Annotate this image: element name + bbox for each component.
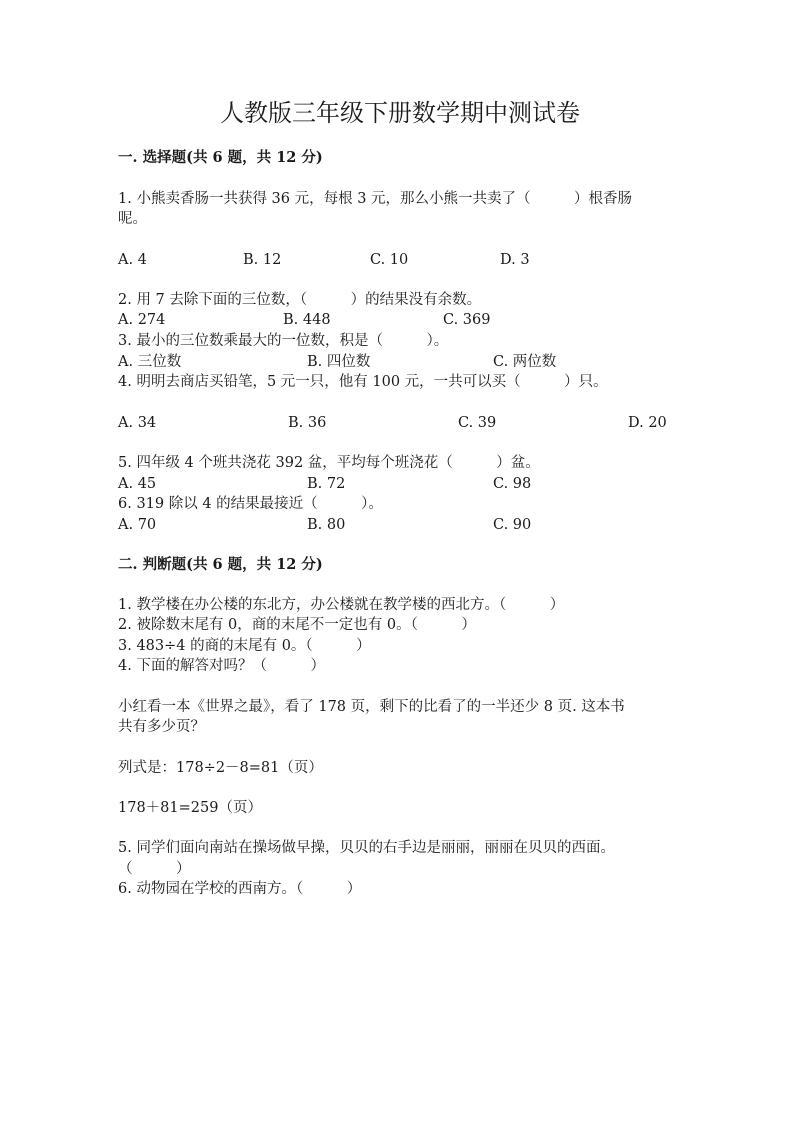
judgment-1: 1. 教学楼在办公楼的东北方，办公楼就在教学楼的西北方。（ ） bbox=[118, 597, 565, 613]
judgment-3: 3. 483÷4 的商的末尾有 0。（ ） bbox=[118, 638, 371, 654]
question-2-stem: 2. 用 7 去除下面的三位数，（ ）的结果没有余数。 bbox=[118, 292, 482, 308]
question-6-option-b: B. 80 bbox=[307, 517, 346, 533]
question-1-option-d: D. 3 bbox=[500, 252, 530, 268]
judgment-4: 4. 下面的解答对吗？（ ） bbox=[118, 658, 325, 674]
question-6-option-c: C. 90 bbox=[493, 517, 532, 533]
question-3-option-c: C. 两位数 bbox=[493, 354, 557, 370]
question-2-option-b: B. 448 bbox=[283, 312, 331, 328]
word-problem-line-2: 共有多少页？ bbox=[118, 719, 205, 735]
question-5-option-b: B. 72 bbox=[307, 476, 346, 492]
question-2-option-a: A. 274 bbox=[118, 312, 166, 328]
judgment-6: 6. 动物园在学校的西南方。（ ） bbox=[118, 881, 362, 897]
judgment-5: 5. 同学们面向南站在操场做早操，贝贝的右手边是丽丽，丽丽在贝贝的西面。 bbox=[118, 840, 615, 856]
question-4-option-c: C. 39 bbox=[458, 415, 497, 431]
formula-line-1: 列式是：178÷2－8=81（页） bbox=[118, 760, 323, 776]
judgment-5-cont: （ ） bbox=[118, 861, 191, 877]
page-title: 人教版三年级下册数学期中测试卷 bbox=[220, 99, 580, 127]
question-3-stem: 3. 最小的三位数乘最大的一位数，积是（ ）。 bbox=[118, 333, 449, 349]
question-5-option-a: A. 45 bbox=[118, 476, 157, 492]
question-6-stem: 6. 319 除以 4 的结果最接近（ ）。 bbox=[118, 496, 383, 512]
question-3-option-a: A. 三位数 bbox=[118, 354, 182, 370]
question-4-option-b: B. 36 bbox=[288, 415, 327, 431]
judgment-2: 2. 被除数末尾有 0，商的末尾不一定也有 0。（ ） bbox=[118, 617, 476, 633]
question-1-option-c: C. 10 bbox=[370, 252, 409, 268]
section-heading-choice: 一. 选择题(共 6 题，共 12 分) bbox=[118, 149, 323, 166]
section-heading-judgment: 二. 判断题(共 6 题，共 12 分) bbox=[118, 556, 323, 573]
question-5-stem: 5. 四年级 4 个班共浇花 392 盆，平均每个班浇花（ ）盆。 bbox=[118, 455, 540, 471]
question-1-option-b: B. 12 bbox=[243, 252, 282, 268]
formula-line-2: 178＋81=259（页） bbox=[118, 800, 262, 816]
question-3-option-b: B. 四位数 bbox=[307, 354, 371, 370]
question-4-option-a: A. 34 bbox=[118, 415, 157, 431]
question-5-option-c: C. 98 bbox=[493, 476, 532, 492]
question-1-stem: 1. 小熊卖香肠一共获得 36 元，每根 3 元，那么小熊一共卖了（ ）根香肠 bbox=[118, 191, 633, 207]
question-6-option-a: A. 70 bbox=[118, 517, 157, 533]
question-4-option-d: D. 20 bbox=[628, 415, 667, 431]
question-1-option-a: A. 4 bbox=[118, 252, 147, 268]
question-2-option-c: C. 369 bbox=[443, 312, 491, 328]
question-1-stem-cont: 呢。 bbox=[118, 211, 147, 227]
question-4-stem: 4. 明明去商店买铅笔，5 元一只，他有 100 元，一共可以买（ ）只。 bbox=[118, 374, 608, 390]
word-problem-line-1: 小红看一本《世界之最》，看了 178 页，剩下的比看了的一半还少 8 页. 这本书 bbox=[118, 699, 625, 715]
